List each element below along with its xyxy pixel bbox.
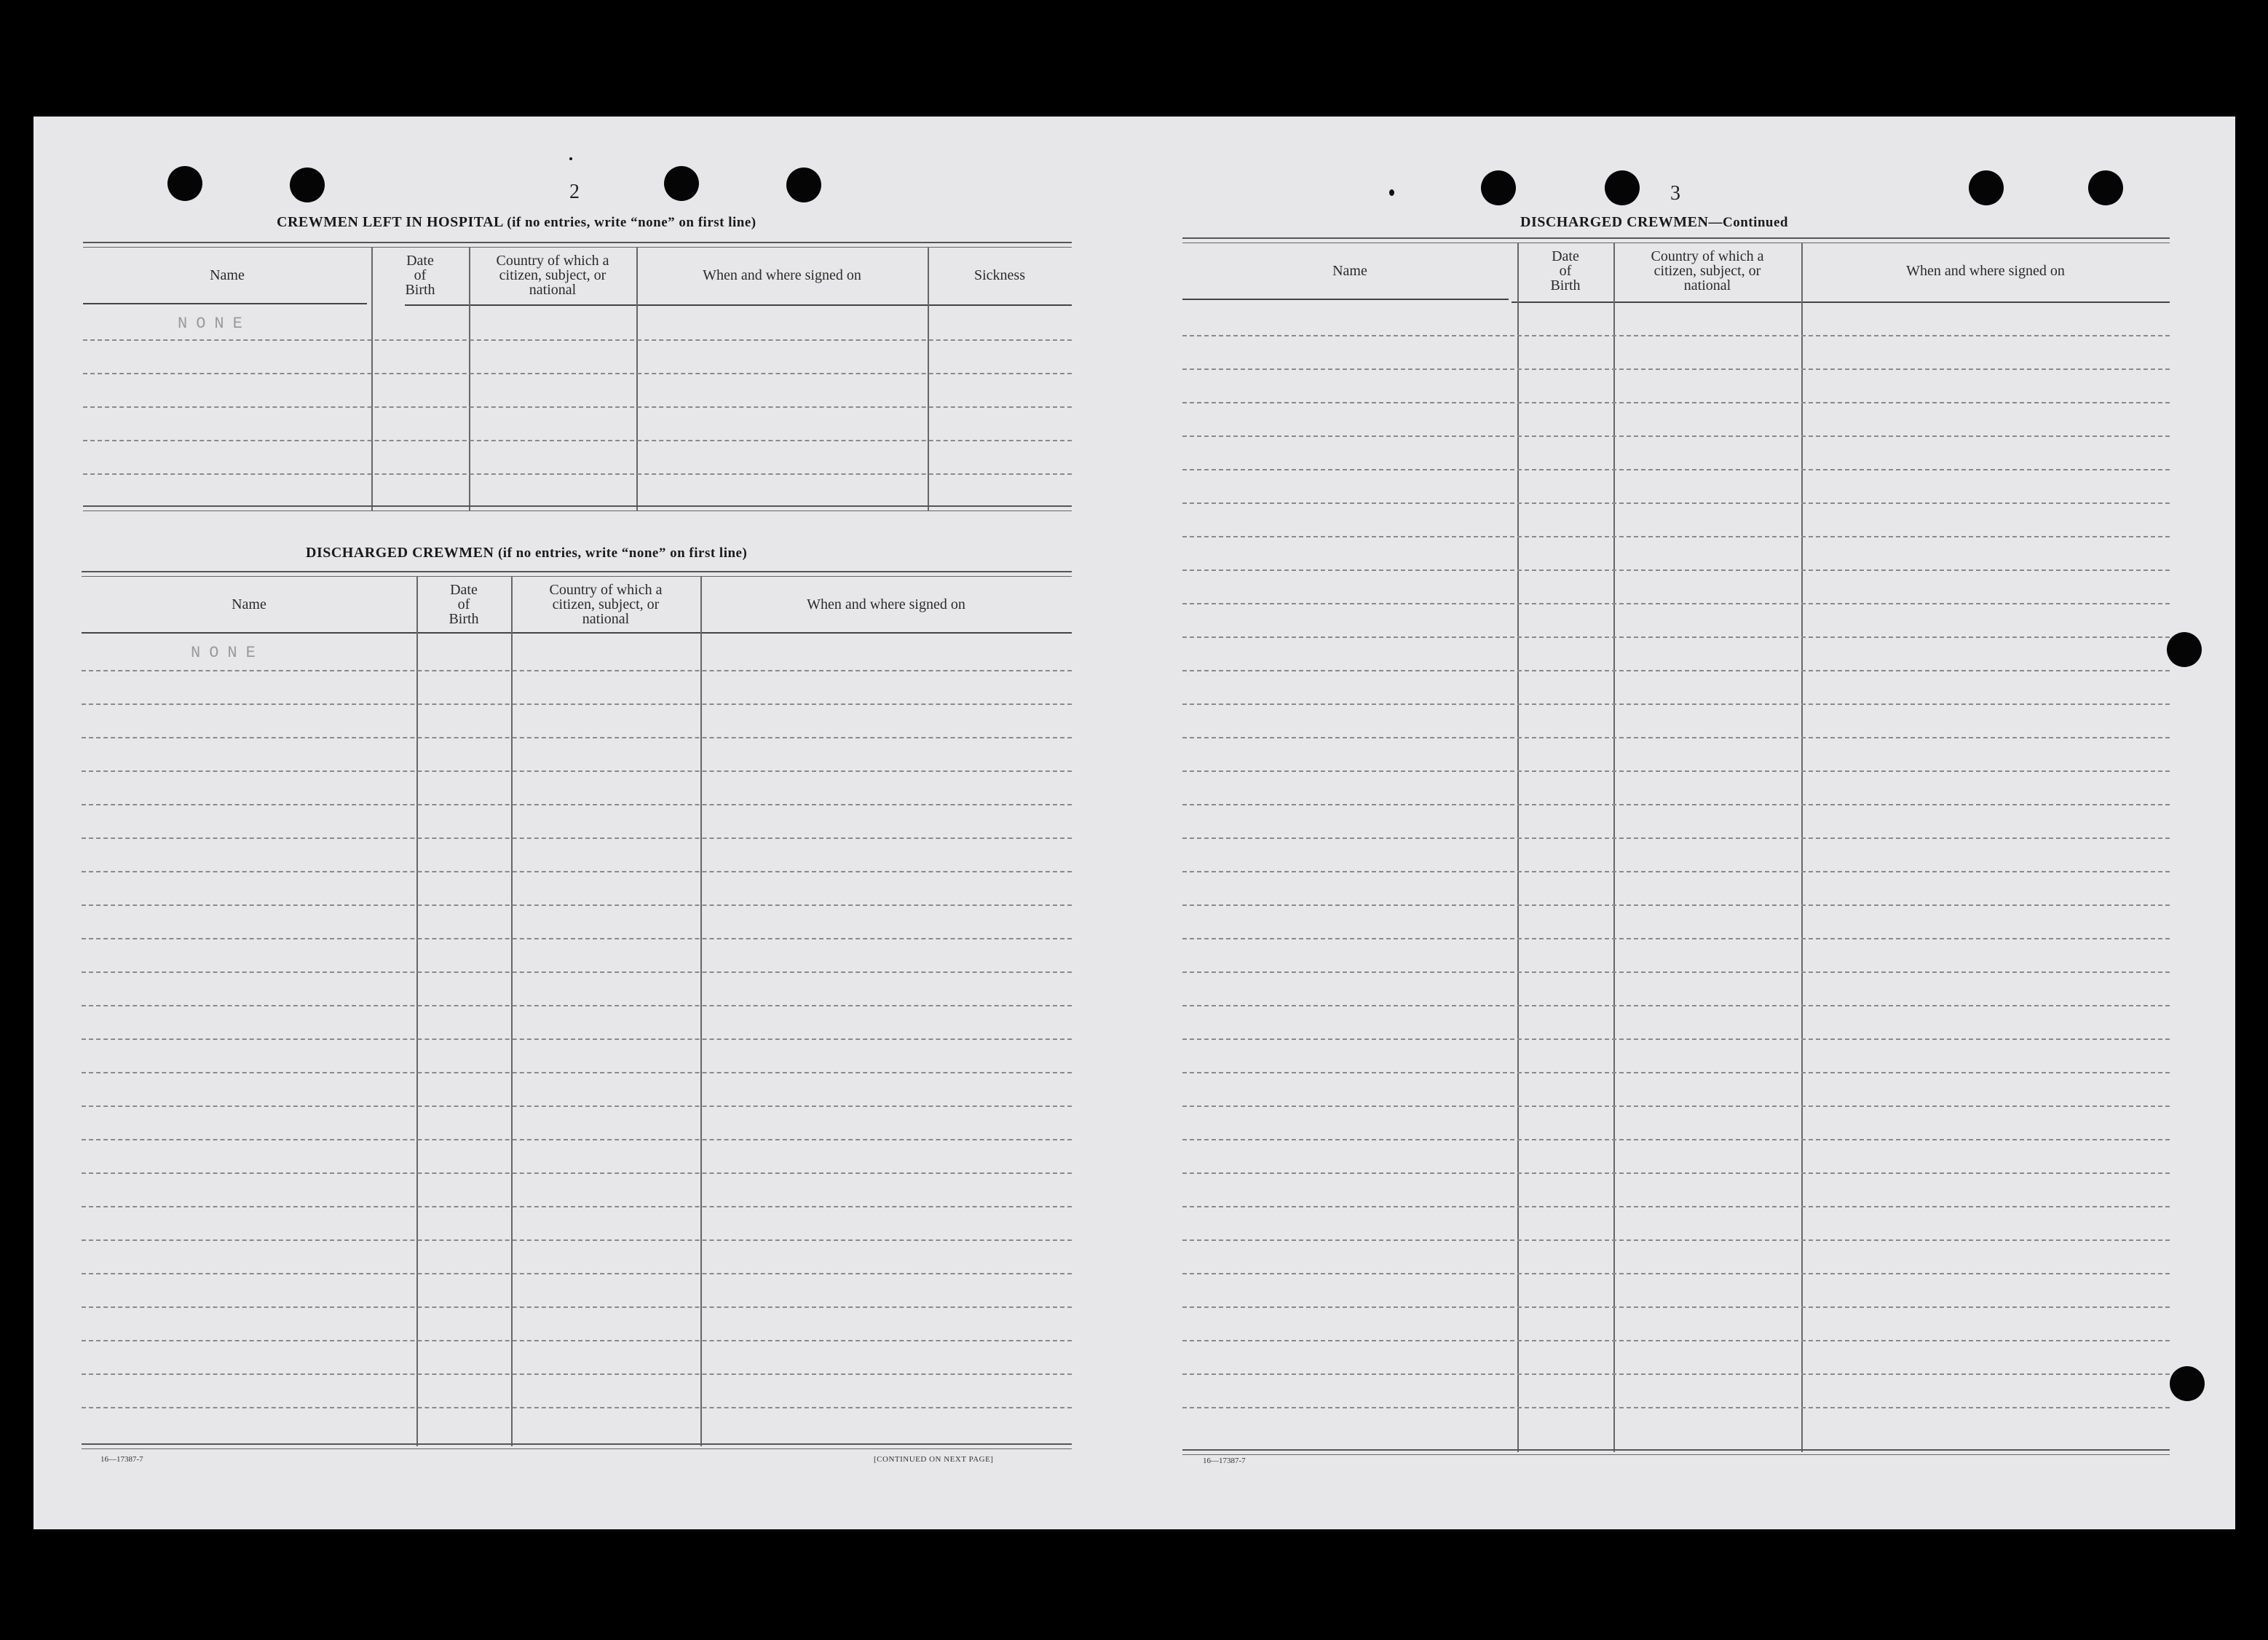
row-line xyxy=(82,737,1072,738)
row-line xyxy=(82,837,1072,839)
row-line xyxy=(82,1340,1072,1341)
row-line xyxy=(1182,837,2170,839)
column-header: Country of which a citizen, subject, or national xyxy=(496,253,609,298)
document-sheet xyxy=(33,117,2235,1529)
row-line xyxy=(82,871,1072,872)
table-top-rule xyxy=(83,242,1072,248)
row-line xyxy=(1182,1172,2170,1174)
row-line xyxy=(82,1005,1072,1006)
row-line xyxy=(82,1239,1072,1241)
row-line xyxy=(1182,804,2170,805)
row-line xyxy=(82,670,1072,671)
speck xyxy=(1389,189,1394,196)
row-line xyxy=(1182,1072,2170,1073)
section-title-text: DISCHARGED CREWMEN xyxy=(1520,214,1709,230)
punch-hole xyxy=(664,166,699,201)
row-line xyxy=(1182,1306,2170,1308)
table-bottom-rule xyxy=(82,1443,1072,1449)
column-header: Name xyxy=(1332,263,1367,279)
page-number: 3 xyxy=(1670,182,1680,205)
section-title-suffix: —Continued xyxy=(1708,215,1788,230)
column-header: Country of which a citizen, subject, or national xyxy=(549,582,663,627)
punch-hole xyxy=(786,167,821,202)
section-title-text: CREWMEN LEFT IN HOSPITAL xyxy=(277,214,503,230)
row-line xyxy=(82,1139,1072,1140)
table-bottom-rule xyxy=(1182,1449,2170,1455)
row-line xyxy=(1182,703,2170,705)
typed-entry: NONE xyxy=(178,315,251,333)
row-line xyxy=(1182,1373,2170,1375)
row-line xyxy=(1182,502,2170,504)
row-line xyxy=(82,1206,1072,1207)
section-title-text: DISCHARGED CREWMEN xyxy=(306,545,494,561)
row-line xyxy=(1182,402,2170,403)
column-header: Sickness xyxy=(974,267,1025,283)
row-line xyxy=(1182,971,2170,973)
typed-entry: NONE xyxy=(191,644,264,662)
column-divider xyxy=(1801,243,1803,1452)
header-rule xyxy=(82,632,1072,634)
row-line xyxy=(1182,1239,2170,1241)
row-line xyxy=(83,373,1072,374)
row-line xyxy=(82,1407,1072,1408)
row-line xyxy=(82,1172,1072,1174)
column-divider xyxy=(1613,243,1615,1452)
section-instruction: (if no entries, write “none” on first line) xyxy=(497,545,748,561)
form-code: 16—17387-7 xyxy=(1203,1456,1246,1465)
table-top-rule xyxy=(82,571,1072,577)
row-line xyxy=(82,770,1072,772)
discharged-table xyxy=(82,571,1072,1452)
column-header: Date of Birth xyxy=(1550,248,1581,293)
punch-hole xyxy=(1605,170,1640,205)
section-title xyxy=(277,214,756,231)
row-line xyxy=(82,904,1072,906)
row-line xyxy=(82,1038,1072,1040)
speck xyxy=(569,157,572,160)
row-line xyxy=(1182,1005,2170,1006)
column-header: Name xyxy=(232,596,266,612)
punch-hole xyxy=(2167,632,2202,667)
punch-hole xyxy=(167,166,202,201)
discharged-continued-table xyxy=(1182,237,2170,1456)
row-line xyxy=(1182,938,2170,939)
column-header: When and where signed on xyxy=(703,267,861,283)
row-line xyxy=(1182,770,2170,772)
row-line xyxy=(82,1273,1072,1274)
row-line xyxy=(1182,569,2170,571)
row-line xyxy=(1182,636,2170,638)
page-number: 2 xyxy=(569,181,580,203)
hospital-table xyxy=(83,242,1072,511)
section-title xyxy=(1520,214,1788,231)
column-divider xyxy=(700,577,702,1446)
row-line xyxy=(1182,904,2170,906)
row-line xyxy=(1182,1139,2170,1140)
column-header: When and where signed on xyxy=(807,596,965,612)
row-line xyxy=(1182,368,2170,370)
column-header: Date of Birth xyxy=(405,253,435,298)
column-header: When and where signed on xyxy=(1906,263,2065,279)
row-line xyxy=(82,804,1072,805)
table-bottom-rule xyxy=(83,505,1072,511)
column-header: Name xyxy=(210,267,245,283)
column-header: Date of Birth xyxy=(449,582,479,627)
column-divider xyxy=(1517,243,1519,1452)
row-line xyxy=(82,1072,1072,1073)
row-line xyxy=(83,339,1072,341)
row-line xyxy=(1182,536,2170,537)
row-line xyxy=(1182,603,2170,604)
header-rule xyxy=(83,303,367,304)
section-title xyxy=(306,545,747,561)
row-line xyxy=(1182,1206,2170,1207)
row-line xyxy=(82,1373,1072,1375)
header-rule xyxy=(1182,299,1509,300)
row-line xyxy=(1182,469,2170,470)
row-line xyxy=(1182,670,2170,671)
header-rule xyxy=(1512,301,2170,303)
row-line xyxy=(1182,871,2170,872)
column-divider xyxy=(416,577,418,1446)
row-line xyxy=(82,1306,1072,1308)
punch-hole xyxy=(2088,170,2123,205)
column-divider xyxy=(511,577,513,1446)
row-line xyxy=(82,1105,1072,1107)
table-top-rule xyxy=(1182,237,2170,243)
punch-hole xyxy=(1969,170,2004,205)
form-code: 16—17387-7 xyxy=(100,1455,143,1464)
row-line xyxy=(1182,1105,2170,1107)
row-line xyxy=(1182,1038,2170,1040)
row-line xyxy=(1182,435,2170,437)
row-line xyxy=(1182,737,2170,738)
row-line xyxy=(1182,335,2170,336)
row-line xyxy=(1182,1273,2170,1274)
row-line xyxy=(1182,1407,2170,1408)
header-rule xyxy=(405,304,1072,306)
row-line xyxy=(83,406,1072,408)
row-line xyxy=(82,971,1072,973)
column-header: Country of which a citizen, subject, or national xyxy=(1651,248,1764,293)
continued-note: [CONTINUED ON NEXT PAGE] xyxy=(874,1455,994,1464)
row-line xyxy=(83,473,1072,475)
punch-hole xyxy=(1481,170,1516,205)
row-line xyxy=(83,440,1072,441)
row-line xyxy=(82,703,1072,705)
row-line xyxy=(1182,1340,2170,1341)
section-instruction: (if no entries, write “none” on first line) xyxy=(507,215,756,230)
row-line xyxy=(82,938,1072,939)
punch-hole xyxy=(290,167,325,202)
punch-hole xyxy=(2170,1366,2205,1401)
